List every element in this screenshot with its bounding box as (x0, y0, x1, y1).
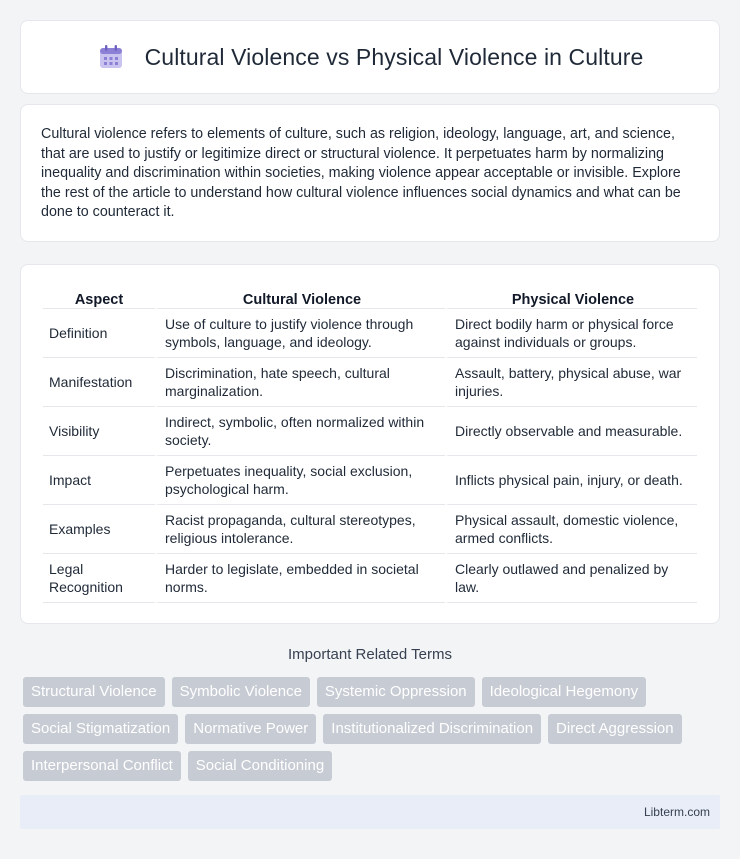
intro-paragraph: Cultural violence refers to elements of culture, such as religion, ideology, language, art, and science, that are used to justify or legitimize direct or structural violence. It perpetuates harm by normalizing inequality and discrimination within societies, making violence appear acceptable or invisible. Explore the rest of the article to understand how cultural violence influences social dynamics and what can be done to counteract it. (41, 126, 681, 220)
related-term-tag[interactable]: Interpersonal Conflict (23, 751, 181, 781)
cell-physical: Assault, battery, physical abuse, war injuries. (445, 358, 697, 407)
cell-physical: Inflicts physical pain, injury, or death. (445, 456, 697, 505)
table-row (43, 505, 697, 554)
cell-physical: Physical assault, domestic violence, armed conflicts. (445, 505, 697, 554)
cell-cultural: Use of culture to justify violence through symbols, language, and ideology. (155, 309, 445, 358)
related-terms-list (23, 677, 703, 781)
table-row (43, 456, 697, 505)
related-term-tag[interactable]: Social Stigmatization (23, 714, 178, 744)
header (97, 43, 644, 71)
cell-aspect: Impact (43, 456, 155, 505)
cell-cultural: Discrimination, hate speech, cultural marginalization. (155, 358, 445, 407)
header-card (20, 20, 720, 94)
related-term-tag[interactable]: Institutionalized Discrimination (323, 714, 541, 744)
footer-site-link[interactable]: Libterm.com (643, 805, 710, 819)
cell-cultural: Harder to legislate, embedded in societal norms. (155, 554, 445, 603)
cell-cultural: Perpetuates inequality, social exclusion, psychological harm. (155, 456, 445, 505)
related-term-tag[interactable]: Structural Violence (23, 677, 165, 707)
cell-aspect: Manifestation (43, 358, 155, 407)
page-title: Cultural Violence vs Physical Violence in Culture (144, 43, 644, 70)
cell-cultural: Indirect, symbolic, often normalized within society. (155, 407, 445, 456)
cell-cultural: Racist propaganda, cultural stereotypes, religious intolerance. (155, 505, 445, 554)
intro-card (20, 104, 720, 242)
column-header-physical: Physical Violence (445, 285, 697, 309)
column-header-cultural: Cultural Violence (155, 285, 445, 309)
cell-physical: Directly observable and measurable. (445, 407, 697, 456)
related-term-tag[interactable]: Symbolic Violence (172, 677, 310, 707)
table-row (43, 554, 697, 603)
related-term-tag[interactable]: Ideological Hegemony (482, 677, 646, 707)
table-row (43, 309, 697, 358)
comparison-table-card (20, 264, 720, 624)
cell-aspect: Definition (43, 309, 155, 358)
cell-physical: Clearly outlawed and penalized by law. (445, 554, 697, 603)
table-row (43, 358, 697, 407)
cell-aspect: Visibility (43, 407, 155, 456)
related-term-tag[interactable]: Normative Power (185, 714, 316, 744)
related-terms-title: Important Related Terms (288, 646, 452, 663)
calendar-icon (97, 43, 125, 71)
footer (20, 795, 720, 829)
comparison-table (43, 285, 697, 603)
cell-physical: Direct bodily harm or physical force against individuals or groups. (445, 309, 697, 358)
table-row (43, 407, 697, 456)
related-term-tag[interactable]: Systemic Oppression (317, 677, 475, 707)
table-header-row (43, 285, 697, 309)
cell-aspect: Legal Recognition (43, 554, 155, 603)
cell-aspect: Examples (43, 505, 155, 554)
column-header-aspect: Aspect (43, 285, 155, 309)
related-term-tag[interactable]: Direct Aggression (548, 714, 682, 744)
related-term-tag[interactable]: Social Conditioning (188, 751, 332, 781)
